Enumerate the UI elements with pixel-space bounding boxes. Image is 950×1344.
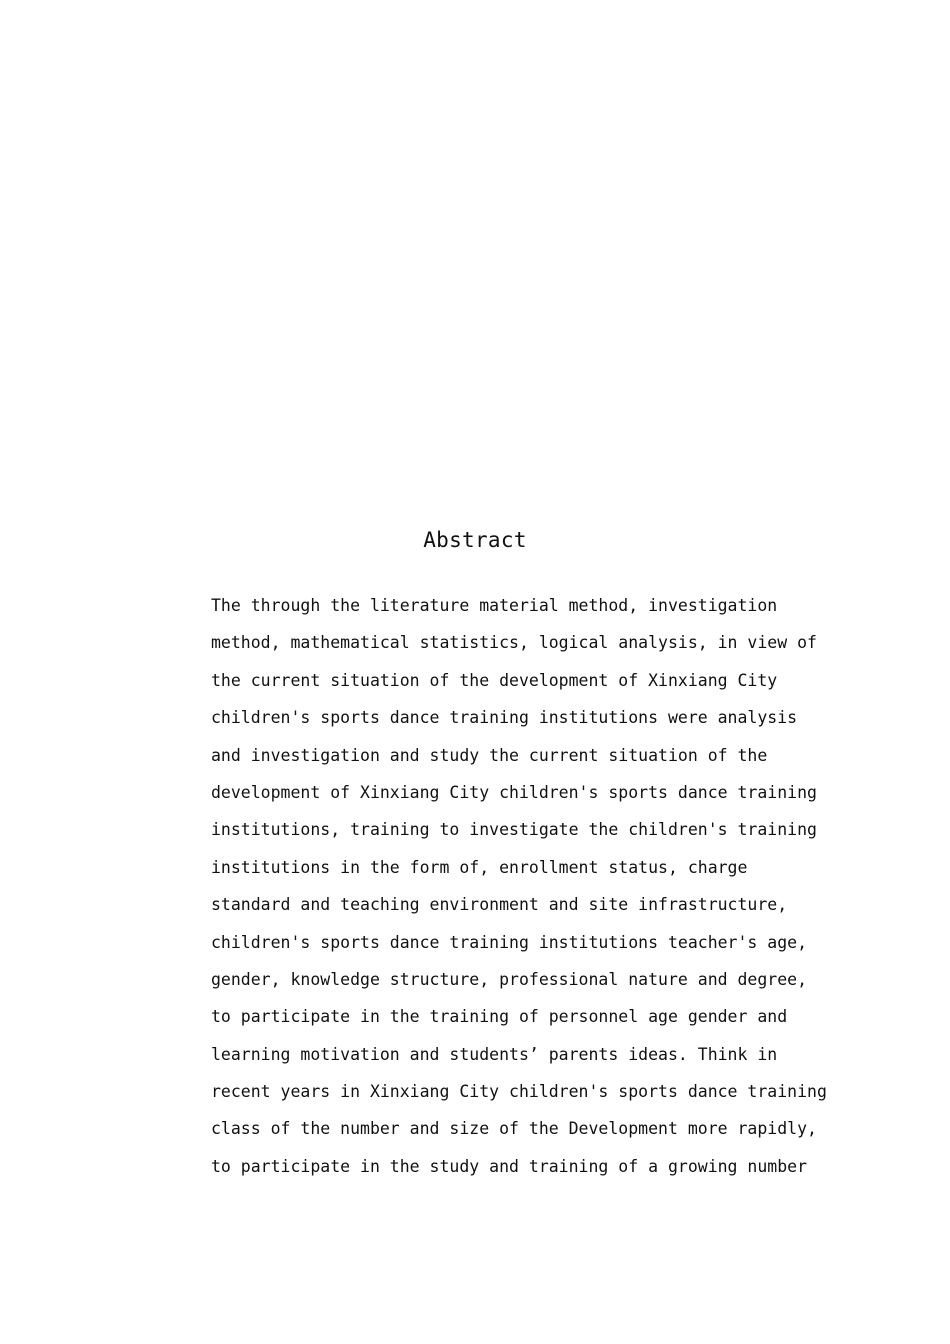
abstract-line: standard and teaching environment and site infrastructure, xyxy=(211,895,788,915)
abstract-line: learning motivation and students’ parents ideas. Think in xyxy=(211,1044,778,1064)
abstract-line: gender, knowledge structure, professional nature and degree, xyxy=(211,969,808,989)
abstract-line: method, mathematical statistics, logical analysis, in view of xyxy=(211,633,817,653)
abstract-line: to participate in the study and training of a growing number xyxy=(211,1156,808,1176)
abstract-body xyxy=(211,591,827,1189)
abstract-line: children's sports dance training institutions teacher's age, xyxy=(211,932,808,952)
abstract-line: and investigation and study the current situation of the xyxy=(211,745,768,765)
abstract-line: institutions, training to investigate the children's training xyxy=(211,820,817,840)
abstract-line: the current situation of the development of Xinxiang City xyxy=(211,670,778,690)
abstract-heading: Abstract xyxy=(423,528,527,552)
abstract-line: institutions in the form of, enrollment status, charge xyxy=(211,857,748,877)
abstract-line: to participate in the training of personnel age gender and xyxy=(211,1007,788,1027)
abstract-line: The through the literature material method, investigation xyxy=(211,596,778,615)
abstract-line: development of Xinxiang City children's sports dance training xyxy=(211,782,817,802)
abstract-line: class of the number and size of the Development more rapidly, xyxy=(211,1119,817,1139)
abstract-line: recent years in Xinxiang City children's sports dance training xyxy=(211,1082,827,1102)
abstract-line: children's sports dance training institutions were analysis xyxy=(211,708,798,728)
